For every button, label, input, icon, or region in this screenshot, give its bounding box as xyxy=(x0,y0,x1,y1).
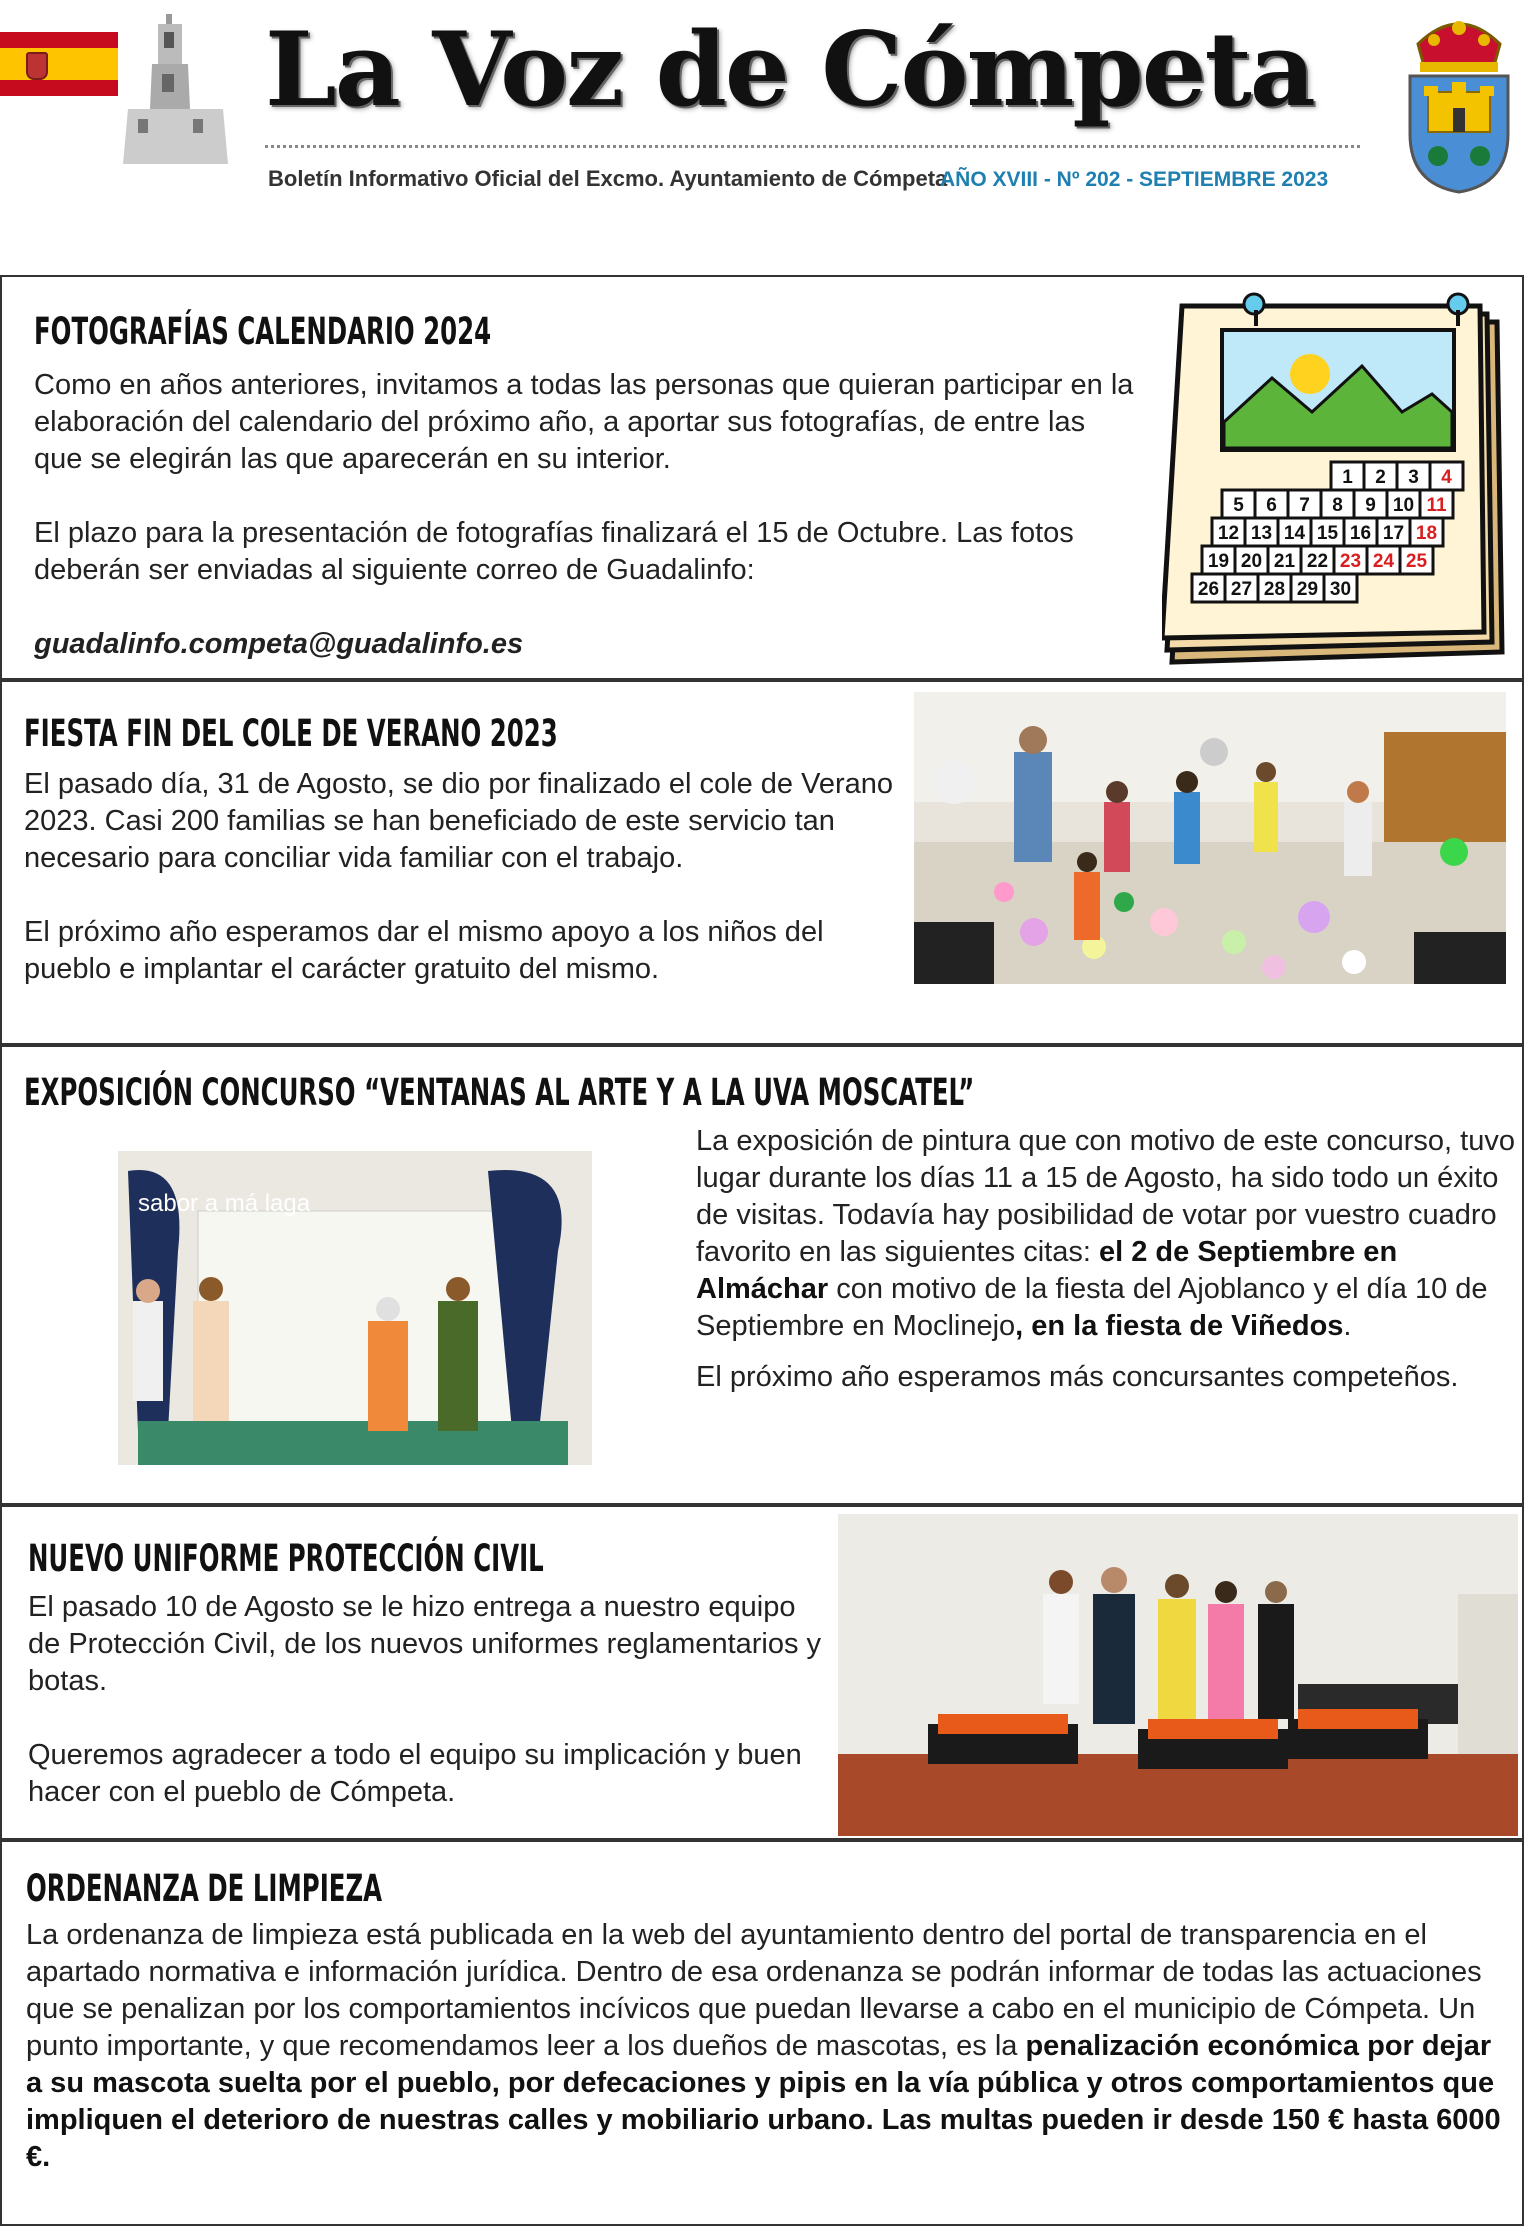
article-body xyxy=(24,766,904,988)
article-title: NUEVO UNIFORME PROTECCIÓN CIVIL xyxy=(28,1537,544,1580)
calendar-day: 12 xyxy=(1217,523,1240,544)
article-paragraph: Como en años anteriores, invitamos a todas las personas que quieran participar en la elaboración del calendario del próximo año, a aportar sus fotografías, de entre las que se elegirán las que aparecerán en su interior. xyxy=(34,369,1134,475)
article-highlight: el 2 de Septiembre en Almáchar xyxy=(696,1236,1398,1305)
calendar-day: 23 xyxy=(1339,551,1362,572)
newsletter-header xyxy=(0,0,1528,200)
calendar-day: 22 xyxy=(1306,551,1329,572)
calendar-day: 21 xyxy=(1273,551,1296,572)
article-text: La ordenanza de limpieza está publicada en la web del ayuntamiento dentro del portal de transparencia en el apartado normativa e información jurídica. Dentro de esa ordenanza se podrán informar de todas las actuaciones que se penalizan por los comportamientos incívicos que puedan llevarse a cabo en el municipio de Cómpeta. Un punto importante, y que recomendamos leer a los dueños de mascotas, es la xyxy=(26,1919,1482,2062)
calendar-day: 18 xyxy=(1415,523,1438,544)
calendar-day: 9 xyxy=(1365,495,1376,516)
calendar-day: 16 xyxy=(1349,523,1372,544)
calendar-day: 6 xyxy=(1266,495,1277,516)
calendar-icon xyxy=(1162,282,1512,677)
calendar-day: 2 xyxy=(1375,467,1386,488)
article-title: FIESTA FIN DEL COLE DE VERANO 2023 xyxy=(24,712,558,755)
banner-text: sabor a má laga xyxy=(138,1190,311,1217)
calendar-day: 25 xyxy=(1405,551,1428,572)
article-proteccion-civil xyxy=(0,1505,1524,1840)
calendar-day: 8 xyxy=(1332,495,1343,516)
article-body xyxy=(26,1917,1506,2176)
article-body xyxy=(696,1123,1516,1396)
calendar-day: 24 xyxy=(1372,551,1395,572)
article-text: La exposición de pintura que con motivo de este concurso, tuvo lugar durante los días 11 a 15 de Agosto, ha sido todo un éxito de visitas. Todavía hay posibilidad de votar por vuestro cuadro favorito en las siguientes citas: xyxy=(696,1125,1515,1268)
calendar-day: 15 xyxy=(1316,523,1339,544)
exhibition-photo xyxy=(18,1151,692,1465)
masthead-rule xyxy=(265,145,1360,148)
calendar-day: 13 xyxy=(1250,523,1273,544)
calendar-day: 5 xyxy=(1233,495,1244,516)
calendar-day: 3 xyxy=(1408,467,1419,488)
calendar-day: 1 xyxy=(1342,467,1353,488)
spain-flag-icon xyxy=(0,32,118,96)
article-body xyxy=(28,1589,828,1811)
civil-protection-photo xyxy=(838,1514,1518,1836)
article-paragraph: El pasado día, 31 de Agosto, se dio por finalizado el cole de Verano 2023. Casi 200 familias se han beneficiado de este servicio tan necesario para conciliar vida familiar con el trabajo. xyxy=(24,768,894,874)
article-paragraph xyxy=(696,1123,1516,1345)
church-tower-icon xyxy=(118,14,233,164)
calendar-day: 30 xyxy=(1329,579,1352,600)
coat-of-arms-icon xyxy=(1398,4,1520,194)
article-highlight: penalización económica por dejar a su mascota suelta por el pueblo, por defecaciones y pipis en la vía pública y otros comportamientos que impliquen el deterioro de nuestras calles y mobiliario urbano. Las multas pueden ir desde 150 € hasta 6000 €. xyxy=(26,2030,1501,2173)
article-text: . xyxy=(1343,1310,1352,1342)
article-body xyxy=(34,367,1134,663)
article-title: ORDENANZA DE LIMPIEZA xyxy=(26,1867,383,1910)
article-paragraph: El plazo para la presentación de fotografías finalizará el 15 de Octubre. Las fotos deberán ser enviadas al siguiente correo de Guadalinfo: xyxy=(34,517,1074,586)
article-title: EXPOSICIÓN CONCURSO “VENTANAS AL ARTE Y A LA UVA MOSCATEL” xyxy=(24,1071,975,1114)
masthead-subtitle: Boletín Informativo Oficial del Excmo. Ayuntamiento de Cómpeta xyxy=(268,166,948,191)
calendar-day: 19 xyxy=(1207,551,1230,572)
guadalinfo-email: guadalinfo.competa@guadalinfo.es xyxy=(34,628,524,660)
issue-info: AÑO XVIII - Nº 202 - SEPTIEMBRE 2023 xyxy=(940,168,1329,191)
article-highlight: , en la fiesta de Viñedos xyxy=(1015,1310,1344,1342)
calendar-day: 29 xyxy=(1296,579,1319,600)
article-text: con motivo de la fiesta del Ajoblanco y el día 10 de Septiembre en Moclinejo xyxy=(696,1273,1488,1342)
children-party-photo xyxy=(914,692,1506,984)
calendar-day: 10 xyxy=(1392,495,1415,516)
calendar-day: 4 xyxy=(1441,467,1452,488)
article-paragraph xyxy=(26,1917,1506,2176)
article-paragraph: El pasado 10 de Agosto se le hizo entrega a nuestro equipo de Protección Civil, de los nuevos uniformes reglamentarios y botas. xyxy=(28,1591,822,1697)
calendar-day: 27 xyxy=(1230,579,1253,600)
article-paragraph: El próximo año esperamos más concursantes competeños. xyxy=(696,1361,1459,1393)
article-paragraph: Queremos agradecer a todo el equipo su implicación y buen hacer con el pueblo de Cómpeta. xyxy=(28,1739,802,1808)
article-paragraph: El próximo año esperamos dar el mismo apoyo a los niños del pueblo e implantar el carácter gratuito del mismo. xyxy=(24,916,824,985)
article-cole-verano xyxy=(0,680,1524,1045)
calendar-day: 11 xyxy=(1426,495,1447,516)
article-title: FOTOGRAFÍAS CALENDARIO 2024 xyxy=(34,310,492,353)
article-calendario xyxy=(0,275,1524,680)
masthead-title: La Voz de Cómpeta xyxy=(265,10,1314,130)
calendar-day: 20 xyxy=(1240,551,1263,572)
calendar-day: 7 xyxy=(1299,495,1310,516)
calendar-day: 17 xyxy=(1382,523,1405,544)
article-exposicion xyxy=(0,1045,1524,1505)
calendar-day: 28 xyxy=(1263,579,1286,600)
calendar-day: 14 xyxy=(1283,523,1306,544)
article-ordenanza-limpieza xyxy=(0,1840,1524,2226)
calendar-day: 26 xyxy=(1197,579,1220,600)
